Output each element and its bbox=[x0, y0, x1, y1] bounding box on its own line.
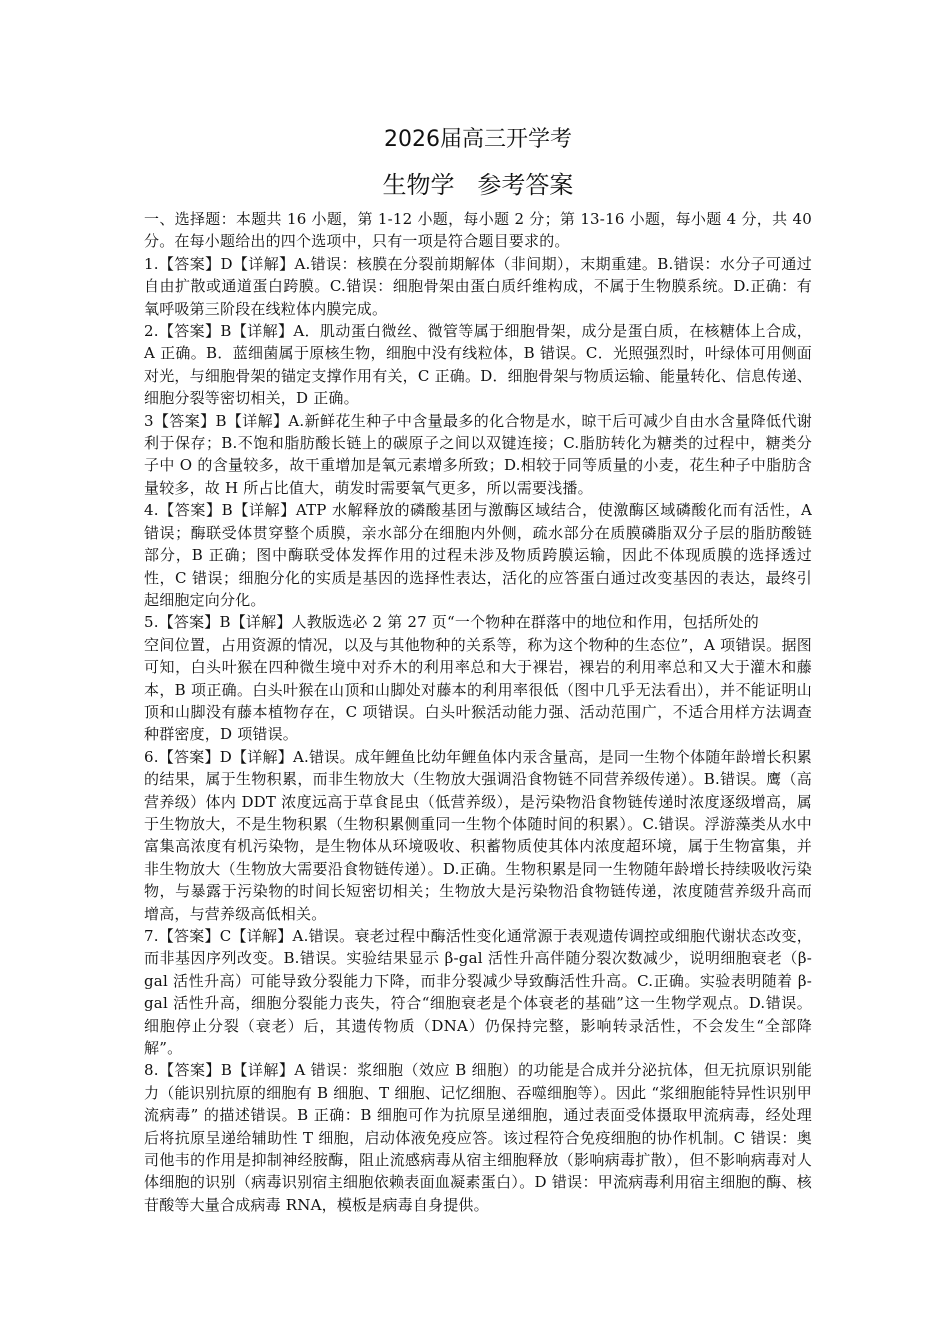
answer-item-2: 2.【答案】B【详解】A．肌动蛋白微丝、微管等属于细胞骨架，成分是蛋白质，在核糖体上合成，A 正确。B．蓝细菌属于原核生物，细胞中没有线粒体，B 错误。C．光照强烈时，叶绿体可用侧面对光，与细胞骨架的锚定支撑作用有关，C 正确。D．细胞骨架与物质运输、能量转化、信息传递、细胞分裂等密切相关，D 正确。 bbox=[144, 322, 812, 408]
answer-item-8: 8.【答案】B【详解】A 错误：浆细胞（效应 B 细胞）的功能是合成并分泌抗体，但无抗原识别能力（能识别抗原的细胞有 B 细胞、T 细胞、记忆细胞、吞噬细胞等）。因此 “浆细胞能特异性识别甲流病毒” 的描述错误。B 正确：B 细胞可作为抗原呈递细胞，通过表面受体摄取甲流病毒，经处理后将抗原呈递给辅助性 T 细胞，启动体液免疫应答。该过程符合免疫细胞的协作机制。C 错误：奥司他韦的作用是抑制神经胺酶，阻止流感病毒从宿主细胞释放（影响病毒扩散），但不影响病毒对人体细胞的识别（病毒识别宿主细胞依赖表面血凝素蛋白）。D 错误：甲流病毒利用宿主细胞的酶、核苷酸等大量合成病毒 RNA，模板是病毒自身提供。 bbox=[144, 1061, 812, 1214]
answer-item-3: 3【答案】B【详解】A.新鲜花生种子中含量最多的化合物是水，晾干后可减少自由水含量降低代谢利于保存；B.不饱和脂肪酸长链上的碳原子之间以双键连接；C.脂肪转化为糖类的过程中，糖类分子中 O 的含量较多，故干重增加是氧元素增多所致；D.相较于同等质量的小麦，花生种子中脂肪含量较多，故 H 所占比值大，萌发时需要氧气更多，所以需要浅播。 bbox=[144, 411, 812, 497]
answer-item-6: 6.【答案】D【详解】A.错误。成年鲤鱼比幼年鲤鱼体内汞含量高，是同一生物个体随年龄增长积累的结果，属于生物积累，而非生物放大（生物放大强调沿食物链不同营养级传递）。B.错误。鹰（高营养级）体内 DDT 浓度远高于草食昆虫（低营养级），是污染物沿食物链传递时浓度逐级增高，属于生物放大，不是生物积累（生物积累侧重同一生物个体随时间的积累）。C.错误。浮游藻类从水中富集高浓度有机污染物，是生物体从环境吸收、积蓄物质使其体内浓度超环境，属于生物富集，并非生物放大（生物放大需要沿食物链传递）。D.正确。生物积累是同一生物随年龄增长持续吸收污染物，与暴露于污染物的时间长短密切相关；生物放大是污染物沿食物链传递，浓度随营养级升高而增高，与营养级高低相关。 bbox=[144, 747, 812, 923]
answer-item-1: 1.【答案】D【详解】A.错误：核膜在分裂前期解体（非间期），末期重建。B.错误：水分子可通过自由扩散或通道蛋白跨膜。C.错误：细胞骨架由蛋白质纤维构成，不属于生物膜系统。D.正确：有氧呼吸第三阶段在线粒体内膜完成。 bbox=[144, 254, 812, 318]
exam-title: 2026届高三开学考 bbox=[384, 127, 572, 152]
answer-item-5-continued: 空间位置，占用资源的情况，以及与其他物种的关系等，称为这个物种的生态位”，A 项错误。据图可知，白头叶猴在四种微生境中对乔木的利用率总和大于裸岩，裸岩的利用率总和又大于灌木和藤本，B 项正确。白头叶猴在山顶和山脚处对藤本的利用率很低（图中几乎无法看出），并不能证明山顶和山脚没有藤本植物存在，C 项错误。白头叶猴活动能力强、活动范围广，不适合用样方法调查种群密度，D 项错误。 bbox=[144, 635, 812, 744]
subject-answer-key-title: 生物学 参考答案 bbox=[382, 171, 574, 199]
answer-item-7: 7.【答案】C【详解】A.错误。衰老过程中酶活性变化通常源于表观遗传调控或细胞代谢状态改变，而非基因序列改变。B.错误。实验结果显示 β-gal 活性升高伴随分裂次数减少，说明细胞衰老（β-gal 活性升高）可能导致分裂能力下降，而非分裂减少导致酶活性升高。C.正确。实验表明随着 β-gal 活性升高，细胞分裂能力丧失，符合“细胞衰老是个体衰老的基础”这一生物学观点。D.错误。细胞停止分裂（衰老）后，其遗传物质（DNA）仍保持完整，影响转录活性，不会发生“全部降解”。 bbox=[144, 927, 812, 1058]
answer-item-5-line-1: 5.【答案】B【详解】人教版选必 2 第 27 页“一个物种在群落中的地位和作用，包括所处的 bbox=[144, 613, 759, 632]
section-heading: 一、选择题：本题共 16 小题，第 1-12 小题，每小题 2 分；第 13-16 小题，每小题 4 分，共 40 分。在每小题给出的四个选项中，只有一项是符合题目要求的。 bbox=[144, 210, 812, 251]
answer-item-4: 4.【答案】B【详解】ATP 水解释放的磷酸基团与激酶区域结合，使激酶区域磷酸化而有活性，A 错误；酶联受体贯穿整个质膜，亲水部分在细胞内外侧，疏水部分在质膜磷脂双分子层的脂肪酸链部分，B 正确；图中酶联受体发挥作用的过程未涉及物质跨膜运输，因此不体现质膜的选择透过性，C 错误；细胞分化的实质是基因的选择性表达，活化的应答蛋白通过改变基因的表达，最终引起细胞定向分化。 bbox=[144, 501, 812, 609]
answer-sheet-page bbox=[144, 122, 812, 1216]
